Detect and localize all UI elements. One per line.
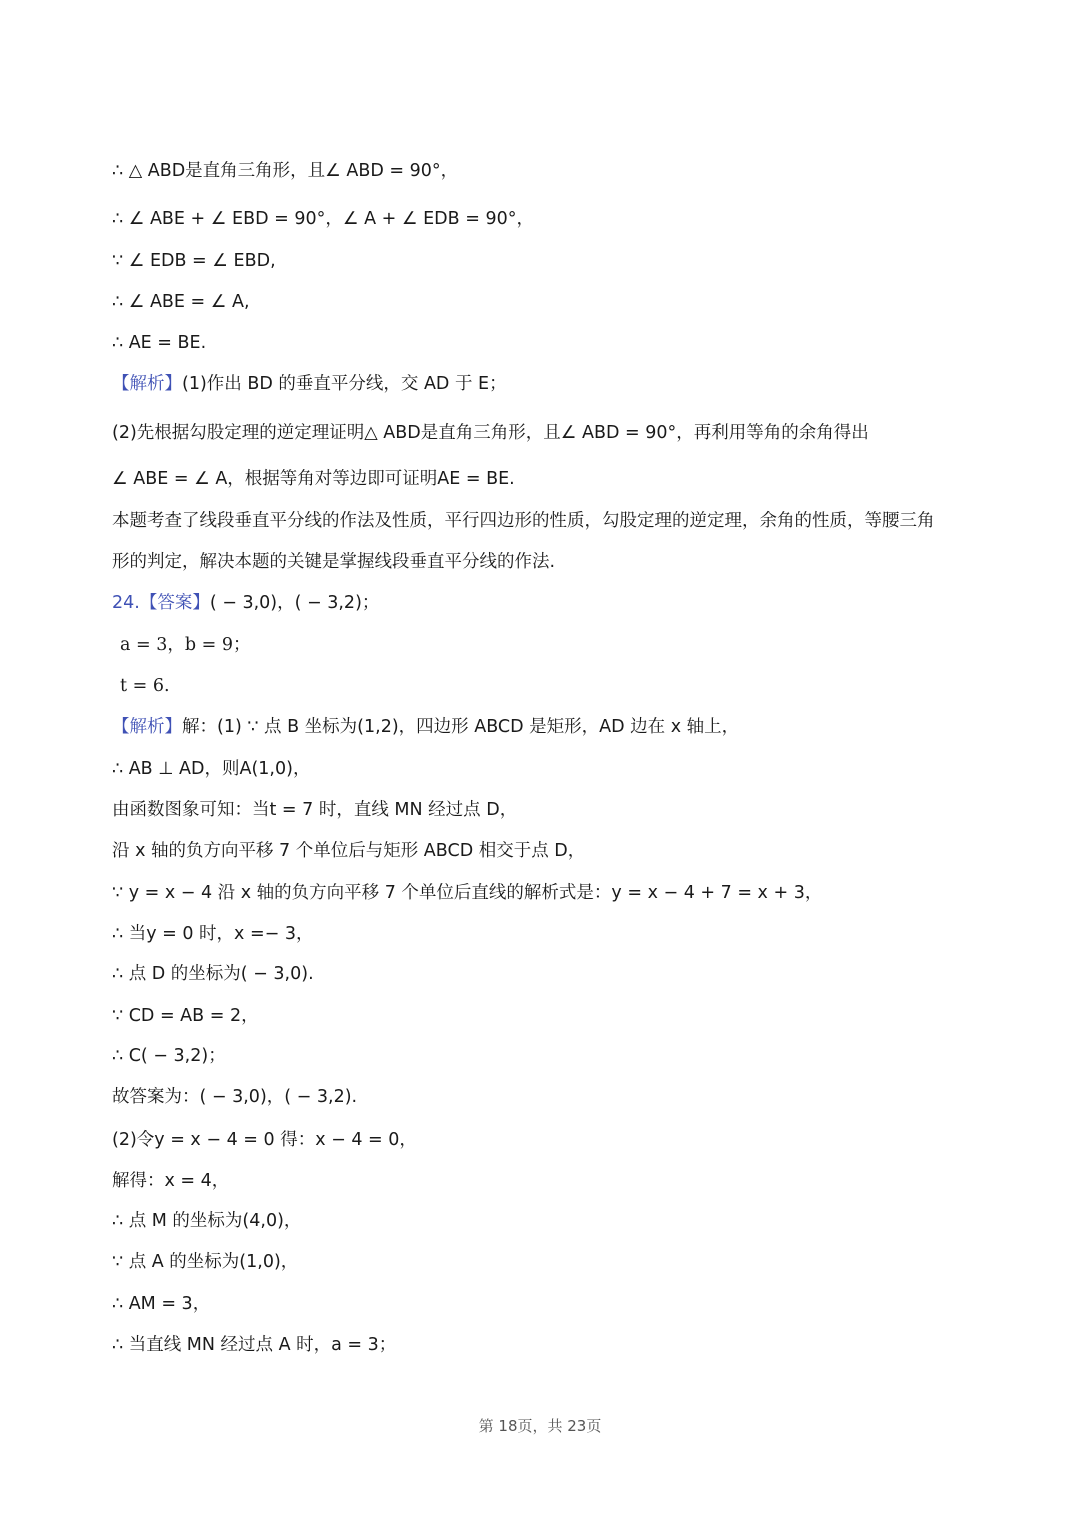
text-line: ∠ ABE = ∠ A，根据等角对等边即可证明AE = BE. — [112, 469, 515, 489]
text-line: ∴ AM = 3， — [112, 1294, 211, 1314]
text-line: 故答案为：( − 3,0)，( − 3,2). — [112, 1087, 358, 1107]
text-line: a = 3，b = 9； — [120, 635, 251, 655]
text-line: ∵ y = x − 4 沿 x 轴的负方向平移 7 个单位后直线的解析式是：y = x − 4 + 7 = x + 3， — [112, 883, 823, 903]
text-line: 形的判定，解决本题的关键是掌握线段垂直平分线的作法. — [112, 552, 556, 572]
text-line: ∴ △ ABD是直角三角形，且∠ ABD = 90°， — [112, 161, 459, 181]
answer-tag: 24.【答案】 — [112, 593, 210, 613]
text-line: ∴ 点 M 的坐标为(4,0)， — [112, 1211, 302, 1231]
text-line: 由函数图象可知：当t = 7 时，直线 MN 经过点 D， — [112, 800, 518, 820]
text-line: ∴ 当y = 0 时，x =− 3， — [112, 924, 314, 944]
text-line: 本题考查了线段垂直平分线的作法及性质，平行四边形的性质，勾股定理的逆定理，余角的性质，等腰三角 — [112, 511, 935, 531]
analysis-line: 【解析】(1)作出 BD 的垂直平分线，交 AD 于 E； — [112, 374, 507, 394]
text-line: ∴ AE = BE. — [112, 333, 207, 353]
answer-line: 24.【答案】( − 3,0)，( − 3,2)； — [112, 593, 380, 613]
text-line: ∴ AB ⊥ AD，则A(1,0)， — [112, 759, 311, 779]
analysis-line: 【解析】解：(1) ∵ 点 B 坐标为(1,2)，四边形 ABCD 是矩形，AD 边在 x 轴上， — [112, 717, 740, 737]
text-line: ∴ ∠ ABE + ∠ EBD = 90°，∠ A + ∠ EDB = 90°， — [112, 209, 534, 229]
text-line: ∵ CD = AB = 2， — [112, 1006, 259, 1026]
text-line: (2)令y = x − 4 = 0 得：x − 4 = 0， — [112, 1130, 417, 1150]
analysis-tag: 【解析】 — [112, 717, 182, 737]
text-line: ∵ 点 A 的坐标为(1,0)， — [112, 1252, 299, 1272]
page-footer: 第 18页，共 23页 — [478, 1417, 602, 1435]
text-line: 解得：x = 4， — [112, 1171, 230, 1191]
text-line: ∴ ∠ ABE = ∠ A, — [112, 292, 250, 312]
text-line: ∴ 当直线 MN 经过点 A 时，a = 3； — [112, 1335, 397, 1355]
text-line: ∴ C( − 3,2)； — [112, 1046, 226, 1066]
text-line: ∴ 点 D 的坐标为( − 3,0). — [112, 964, 314, 984]
text-line: 沿 x 轴的负方向平移 7 个单位后与矩形 ABCD 相交于点 D， — [112, 841, 586, 861]
text-line: (2)先根据勾股定理的逆定理证明△ ABD是直角三角形，且∠ ABD = 90°，再利用等角的余角得出 — [112, 423, 869, 443]
text-line: t = 6. — [120, 676, 170, 696]
text-line: ∵ ∠ EDB = ∠ EBD, — [112, 251, 276, 271]
analysis-tag: 【解析】 — [112, 374, 182, 394]
